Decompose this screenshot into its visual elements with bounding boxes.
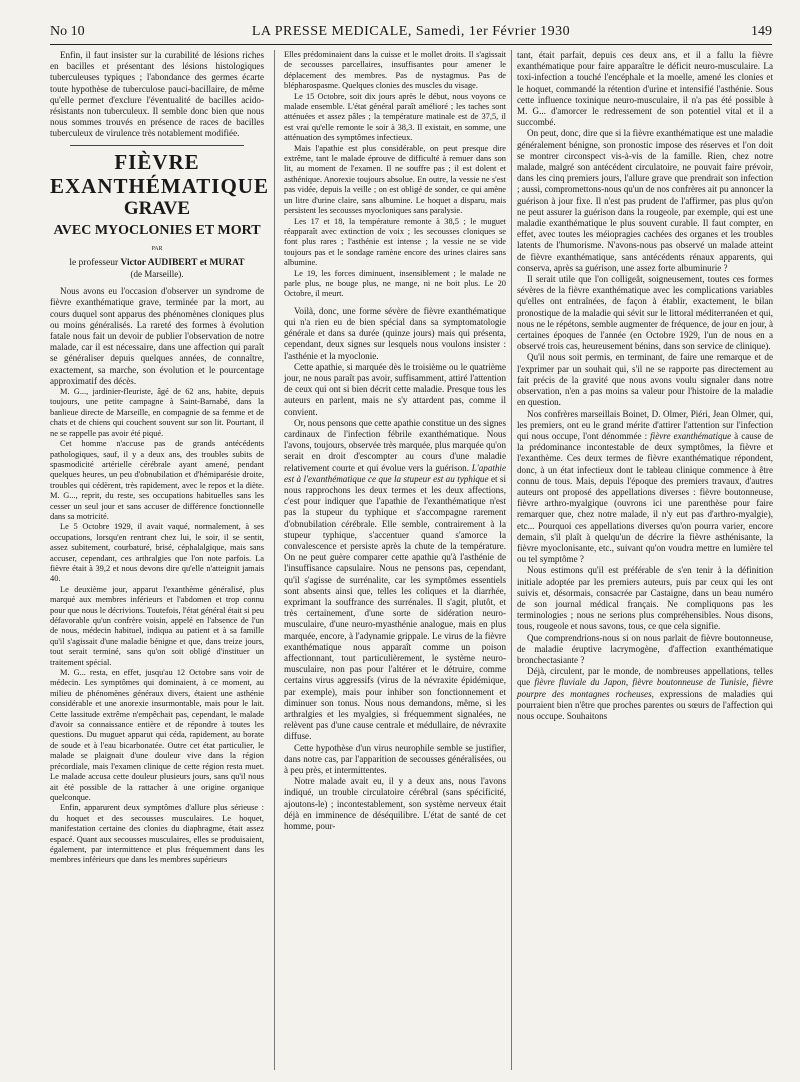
observation-paragraph: Enfin, apparurent deux symptômes d'allure plus sérieuse : du hoquet et des secousses musculaires. Le hoquet, manifestation certaine des clonies du diaphragme, était assez espacé. Quant aux secousses musculaires, elles se produisaient, également, par intermittence et plus fréquemment dans les membres inférieurs que dans les membres supérieurs	[50, 803, 264, 865]
journal-title: LA PRESSE MEDICALE, Samedi, 1er Février 1930	[251, 24, 571, 39]
paragraph: Voilà, donc, une forme sévère de fièvre exanthématique qui n'a rien eu de bien spécial dans sa symptomatologie générale et dans sa durée (quinze jours) mais qui présenta, cependant, deux signes sur lesquels nous voulons insister : l'asthénie et la myoclonie.	[284, 305, 506, 361]
emphasis-text: fièvre fluviale du Japon, fièvre boutonneuse de Tunisie, fièvre pourpre des montagnes rocheuses,	[517, 677, 773, 699]
author-location: (de Marseille).	[130, 269, 184, 280]
paragraph-text: Déjà, circulent, par le monde, de nombreuses appellations, telles que	[517, 666, 773, 688]
observation-paragraph: Les 17 et 18, la température remonte à 38,5 ; le muguet réapparaît avec extinction de voix ; les secousses cloniques se font plus rares ; l'asthénie est intense ; la vessie ne se vide toujours pas et le sondage ramène encore des urines claires sans albumine.	[284, 216, 506, 268]
column-rule-2	[511, 50, 512, 1070]
paragraph-text: à cause de la prédominance incontestable de deux symptômes, la fièvre et l'exanthème. Ces deux termes de fièvre exanthématique répondent, donc, à un état infectieux dont le tableau clinique commence à être connu de tous. Mais, depuis l'époque des premiers travaux, d'autres auteurs ont proposé des appellations diverses : fièvre boutonneuse, fièvre arthro-myalgique (ouvrons ici une parenthèse pour faire remarquer que, chez notre malade, il n'y eut pas d'arthro-myalgie), etc... Pourquoi ces appellations diverses qu'on pourra varier, encore demain, s'il plaît à quelqu'un de décrire la fièvre asthénisante, la fièvre myoclonisante, etc., suivant qu'on voudra mettre en lumière tel ou tel symptôme ?	[517, 430, 774, 565]
paragraph: Qu'il nous soit permis, en terminant, de faire une remarque et de l'exprimer par un souhait qui, s'il ne se rapporte pas directement au fait précis de la gravité que nous avons voulu signaler dans notre observation, n'en a pas moins sa valeur pour l'histoire de la maladie en question.	[517, 352, 773, 408]
paragraph: tant, était parfait, depuis ces deux ans, et il a fallu la fièvre exanthématique pour faire apparaître le déficit neuro-musculaire. La toxi-infection a touché l'encéphale et la moelle, amené les clonies et le hoquet, commandé la rétention d'urine et intensifié l'asthénie. Sous cette influence toxinique neuro-musculaire, il n'a pas été possible à M. G... d'amorcer le redressement de son potentiel vital et il a succombé.	[517, 50, 773, 128]
article-title-line1: FIÈVRE EXANTHÉMATIQUE	[50, 149, 269, 198]
observation-paragraph: Mais l'apathie est plus considérable, on peut presque dire extrême, tant le malade éprouve de difficulté à remuer dans son lit, au moment de l'examen. Il ne souffre pas ; il est dolent et asthénique. Anorexie toujours absolue. En outre, la vessie ne s'est pas vidée, depuis la veille ; on est obligé de sonder, ce qui amène un litre d'urine claire, sans albumine. Le hoquet a disparu, mais persistent les secousses myocloniques sans paralysie.	[284, 143, 506, 216]
paragraph: Cette apathie, si marquée dès le troisième ou le quatrième jour, ne nous paraît pas avoir, suffisamment, attiré l'attention de ceux qui ont si bien décrit cette maladie. Presque tous les auteurs en parlent, mais ne s'y attardent pas, comme il convient.	[284, 361, 506, 417]
paragraph-text: Or, nous pensons que cette apathie constitue un des signes cardinaux de l'infection fébrile exanthématique. Nous l'avons, toujours, observée très marquée, plus marquée qu'on serait en droit d'escompter au cours d'une maladie relativement courte et qui évolue vers la guérison.	[284, 417, 506, 473]
author-line	[50, 258, 264, 269]
column-rule-1	[274, 50, 275, 1070]
observation-paragraph: M. G..., jardinier-fleuriste, âgé de 62 ans, habite, depuis toujours, une petite campagne à Saint-Barnabé, dans la banlieue directe de Marseille, en compagnie de sa femme et de chats et de chiens qui couchent souvent sur son lit. Pourtant, il ne se rappelle pas avoir été piqué.	[50, 387, 264, 438]
paragraph-text: et si nous rapprochons les deux termes et les deux affections, c'est pour indiquer que l'apathie de l'exanthématique n'est pas la stupeur du typhique et s'accompagne rarement d'obnubilation cérébrale. Elle semble, contrairement à la stupeur typhique, s'accentuer quand s'amorce la convalescence et persiste après la chute de la température. On ne peut guère comparer cette apathie qu'à l'asthénie de l'insuffisance capsulaire. Nous ne pensons pas, cependant, qu'il s'agisse de surrénalite, car les symptômes essentiels sont absents ainsi que, telles les coliques et la diarrhée, exprimant la souffrance des surrénales. Il s'agit, plutôt, et très certainement, d'une sorte de sidération neuro-musculaire, d'une neuro-myasthénie analogue, mais en plus marquée, encore, à l'adynamie grippale. Le virus de la fièvre exanthématique nous apparaît comme un poison affectionnant, tout particulièrement, le système neuro-musculaire, non pas pour l'altérer et le détruire, comme certains virus aggressifs (virus de la névraxite épidémique, par exemple), mais pour inhiber son fonctionnement et diminuer son tonus. Nous nous demandons, même, si les arthralgies et les myalgies, si fréquemment signalées, ne relèvent pas d'une cause centrale et médullaire, de névraxite diffuse.	[284, 473, 506, 742]
paragraph	[517, 666, 773, 722]
article-title-line2: GRAVE	[123, 197, 191, 219]
author-names: Victor AUDIBERT et MURAT	[120, 257, 245, 268]
paragraph	[284, 418, 506, 743]
previous-article-end: Enfin, il faut insister sur la curabilité de lésions riches en bacilles et présentant des lésions histologiques tuberculeuses typiques ; l'abondance des germes écarte toute hypothèse de tuberculose pauci-bacillaire, de même qu'elle permet d'exclure l'éventualité de bacilles acido-résistants non tuberculeux. Il semble donc bien que nous nous sommes trouvés en présence de races de bacilles tuberculeux de virulence très notablement modifiée.	[50, 50, 264, 139]
author-prefix: le professeur	[69, 257, 119, 268]
issue-number: No 10	[50, 24, 85, 39]
observation-paragraph: Le deuxième jour, apparut l'exanthème généralisé, plus marqué aux membres inférieurs et l'abdomen et trop connu pour que nous le décrivions. Toutefois, l'état général était si peu défavorable qu'un confrère voisin, appelé en l'absence de l'un de nous, médecin habituel, indiqua au patient et à sa famille qu'il s'agissait d'une maladie bénigne et que, dans treize jours, tout serait terminé, sans qu'on soit obligé d'instituer un traitement spécial.	[50, 584, 264, 667]
observation-paragraph: Le 5 Octobre 1929, il avait vaqué, normalement, à ses occupations, lorsqu'en rentrant chez lui, le soir, il se sentit, assez subitement, courbaturé, brisé, céphalalgique, mais sans accuser, cependant, ces arthralgies que l'on note parfois. La fièvre était à 39,2 et nous devons dire qu'elle n'atteignit jamais 40.	[50, 522, 264, 584]
observation-paragraph: Elles prédominaient dans la cuisse et le mollet droits. Il s'agissait de secousses parcellaires, insuffisantes pour amener le déplacement des membres. Pas de nystagmus. Pas de blépharospasme. Quelques clonies des muscles du visage.	[284, 50, 506, 91]
article-title-line3: AVEC MYOCLONIES ET MORT	[53, 222, 261, 238]
observation-paragraph: M. G... resta, en effet, jusqu'au 12 Octobre sans voir de médecin. Les symptômes qui dominaient, à ce moment, au milieu de phénomènes généraux divers, étaient une asthénie considérable et une anorexie insurmontable, mais pour le lait. Cette lassitude extrême n'empêchait pas, cependant, le malade d'avoir sa connaissance entière et de répondre à toutes les questions. Du muguet apparut qui céda, rapidement, au borate de soude et à l'eau bicarbonatée. Outre cet état particulier, le malade se plaignait d'une douleur vive dans la région précordiale, mais l'examen clinique de cette région resta muet. Le malade accusa cette douleur plusieurs jours, sans qu'il nous ait été possible de la rattacher à une origine organique quelconque.	[50, 668, 264, 802]
observation-paragraph: Le 15 Octobre, soit dix jours après le début, nous voyons ce malade ensemble. L'état général paraît amélioré ; les taches sont atténuées et assez pâles ; la température matinale est de 37,5, il est vrai qu'elle remonte le soir à 38,3. Il existait, en somme, une atténuation des symptômes infectieux.	[284, 91, 506, 143]
paragraph-text: Nos confrères marseillais Boinet, D. Olmer, Piéri, Jean Olmer, qui, les premiers, ont eu le grand mérite d'attirer l'attention sur l'infection qui nous occupe, l'ont dénommée :	[517, 408, 773, 441]
paragraph: Nous estimons qu'il est préférable de s'en tenir à la définition initiale adoptée par les premiers auteurs, puis par ceux qui les ont suivis et, désormais, consacrée par Castaigne, dans un beau numéro de son journal médical français. Ne compliquons pas les terminologies ; nous ne serions plus compréhensibles. Nous disons, tous, rougeole et nous savons, tous, ce que cela signifie.	[517, 565, 773, 632]
emphasis-text: fièvre exanthématique	[650, 430, 732, 441]
observation-paragraph: Cet homme n'accuse pas de grands antécédents pathologiques, sauf, il y a deux ans, des troubles subits de spasmodicité artérielle cérébrale ayant amené, pendant quelques heures, un peu d'obnubilation et d'hémiparésie droite, troubles qui cédèrent, très rapidement, avec le repos et la diète. M. G..., reprit, du reste, ses occupations habituelles sans les cesser un seul jour et sans accuser de différence fonctionnelle dans sa motricité.	[50, 439, 264, 521]
page-header	[50, 22, 772, 45]
paragraph: Il serait utile que l'on colligeât, soigneusement, toutes ces formes sévères de la fièvre exanthématique avec les complications variables qu'elles ont entraînées, de façon à établir, exactement, le bilan pronostique de la maladie qui sévit sur le littoral méditerranéen et qui, nous ne le répétons, semble augmenter de fréquence, de jour en jour, à certaines époques de l'année (en Octobre 1929, l'un de nous en a observé trois cas, heureusement bénins, dans son service de clinique).	[517, 274, 773, 352]
emphasis-text: L'apathie est à l'exanthématique ce que la stupeur est au typhique	[284, 462, 506, 484]
page-number: 149	[751, 24, 772, 39]
paragraph: Nous avons eu l'occasion d'observer un syndrome de fièvre exanthématique grave, terminée par la mort, au cours duquel sont apparus des phénomènes cloniques plus ou moins généralisés. La rareté des formes à évolution fatale nous fait un devoir de publier l'observation de notre malade, car il est nécessaire, dans une affection qui paraît se généraliser depuis quelques années, de connaître, exactement, sa marche, son évolution et le pourcentage approximatif des décès.	[50, 286, 264, 386]
by-label: PAR	[151, 245, 163, 252]
column-2	[284, 50, 506, 832]
paragraph: On peut, donc, dire que si la fièvre exanthématique est une maladie généralement bénigne, son pronostic impose des réserves et l'on doit se montrer circonspect vis-à-vis de la famille. Rien, chez notre malade, malgré son antécédent circulatoire, ne pouvait faire prévoir, dans les cinq premiers jours, l'allure grave que prendrait son infection ; aussi, compromettons-nous qu'un de nos confrères ait pu annoncer la guérison à jour fixe. Il n'est pas prudent de l'affirmer, pas plus qu'on ne peut assurer la guérison dans la rougeole, par exemple, qui est une maladie exanthématique le plus souvent curable. Il faut compter, en effet, avec toutes les méiopragies cachées des organes et les troubles latents de l'humorisme. N'avons-nous pas observé un malade atteint de fièvre exanthématique, sans antécédents rénaux apparents, qui conserva, après sa guérison, une assez forte albuminurie ?	[517, 128, 773, 273]
paragraph-text: expressions de maladies qui pourraient bien n'être que proches parentes ou sœurs de l'affection qui nous occupe. Souhaitons	[517, 688, 773, 721]
paragraph: Cette hypothèse d'un virus neurophile semble se justifier, dans notre cas, par l'apparition de secousses généralisées, ou à peu près, et intermittentes.	[284, 742, 506, 776]
paragraph: Notre malade avait eu, il y a deux ans, nous l'avons indiqué, un trouble circulatoire cérébral (sans spécificité, ajoutons-le) ; incontestablement, son système nerveux était déjà en imminence de déséquilibre. L'état de santé de cet homme, pour-	[284, 776, 506, 832]
article-heading	[50, 149, 269, 281]
paragraph: Que comprendrions-nous si on nous parlait de fièvre boutonneuse, de maladie éruptive lacrymogène, d'affection exanthématique bronchectasiante ?	[517, 632, 773, 665]
paragraph	[517, 409, 773, 566]
column-1	[50, 50, 269, 866]
article-separator	[70, 145, 244, 146]
column-3	[517, 50, 773, 722]
observation-paragraph: Le 19, les forces diminuent, insensiblement ; le malade ne parle plus, ne bouge plus, ne mange, ni ne boit plus. Le 20 Octobre, il meurt.	[284, 268, 506, 299]
